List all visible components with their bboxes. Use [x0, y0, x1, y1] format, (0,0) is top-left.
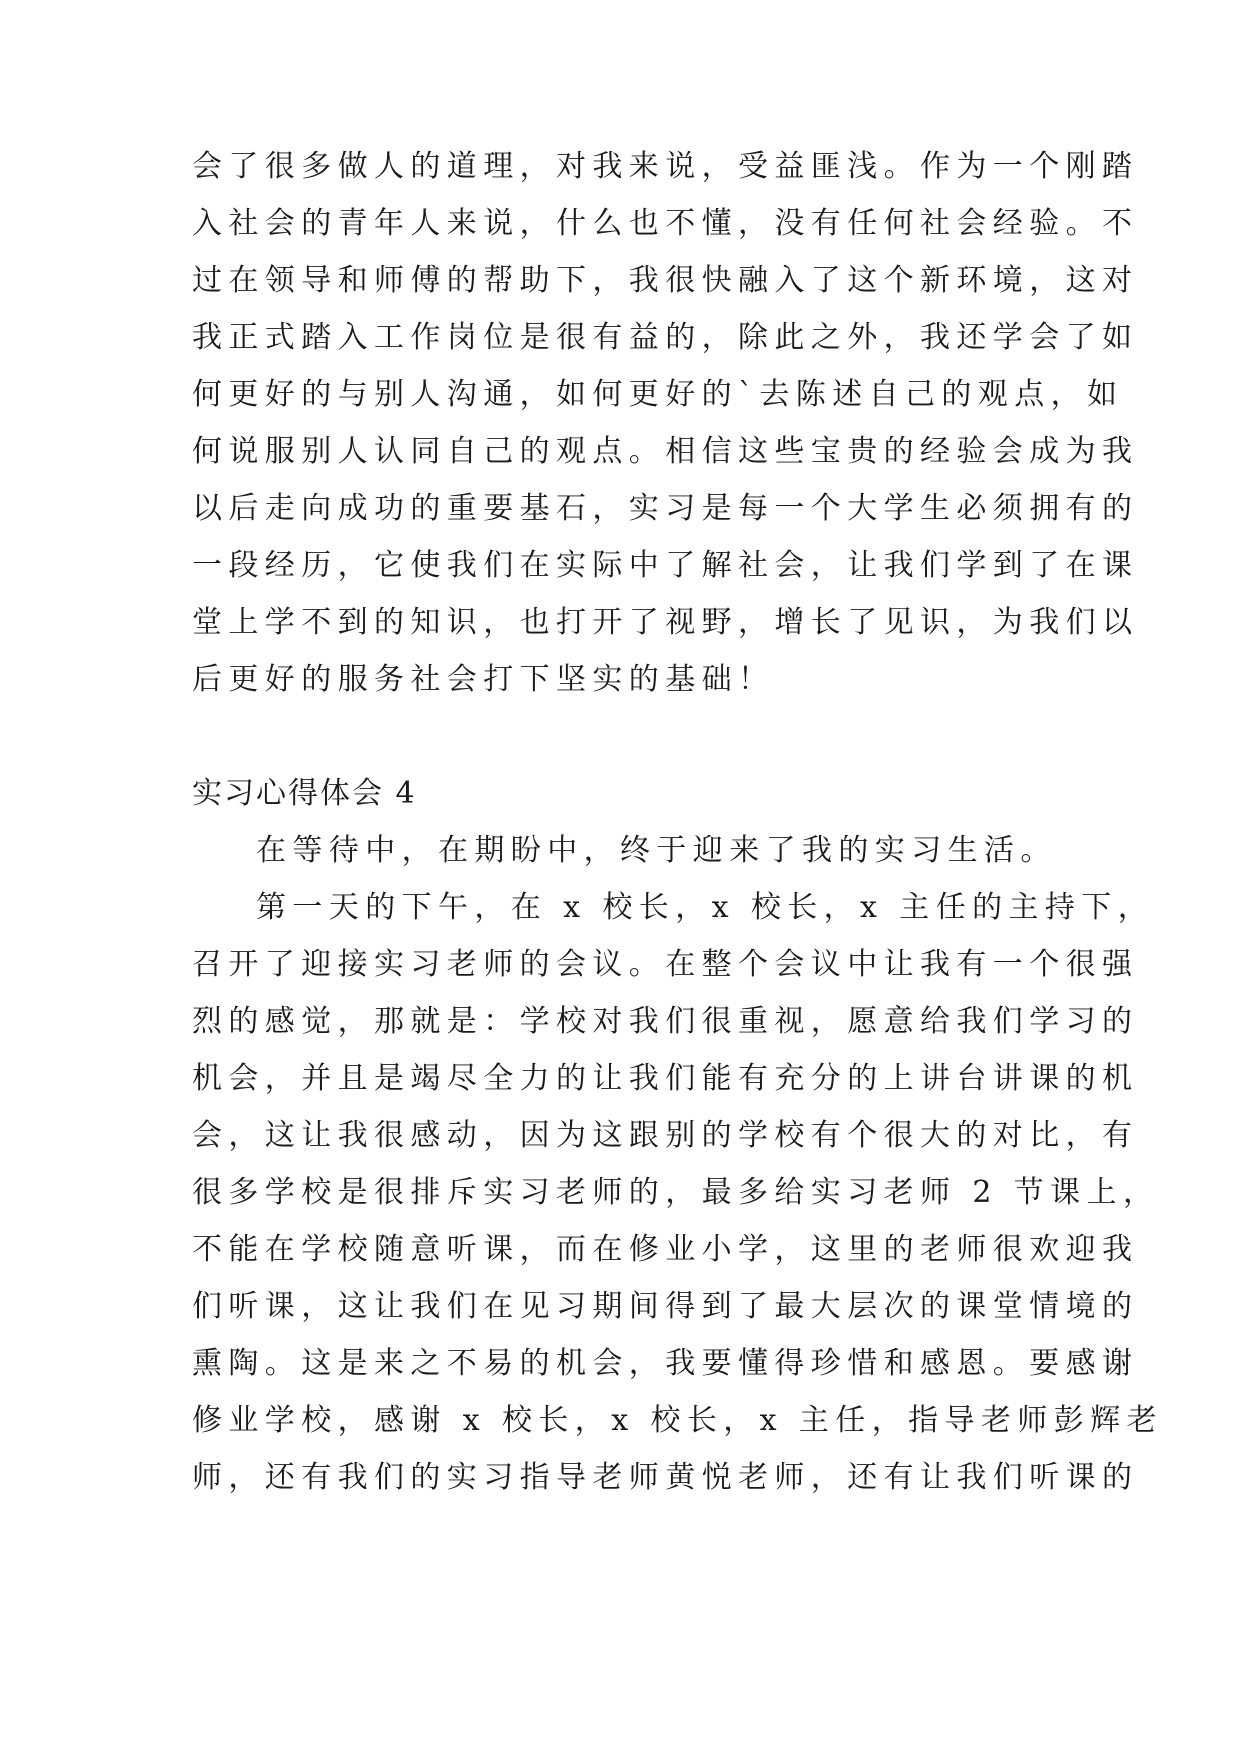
- paragraph-line: 们听课，这让我们在见习期间得到了最大层次的课堂情境的: [192, 1289, 1139, 1324]
- paragraph-line: 很多学校是很排斥实习老师的，最多给实习老师 2 节课上，: [192, 1175, 1160, 1210]
- paragraph-line: 会，这让我很感动，因为这跟别的学校有个很大的对比，有: [192, 1118, 1139, 1153]
- paragraph-line: 堂上学不到的知识，也打开了视野，增长了见识，为我们以: [192, 605, 1139, 640]
- section-heading: 实习心得体会 4: [192, 776, 417, 811]
- paragraph-line: 烈的感觉，那就是：学校对我们很重视，愿意给我们学习的: [192, 1004, 1139, 1039]
- paragraph-line: 何更好的与别人沟通，如何更好的`去陈述自己的观点，如: [192, 377, 1124, 412]
- paragraph-line: 以后走向成功的重要基石，实习是每一个大学生必须拥有的: [192, 491, 1139, 526]
- paragraph-line: 不能在学校随意听课，而在修业小学，这里的老师很欢迎我: [192, 1232, 1139, 1267]
- paragraph-line: 修业学校，感谢 x 校长，x 校长，x 主任，指导老师彭辉老: [192, 1403, 1163, 1438]
- paragraph-line: 师，还有我们的实习指导老师黄悦老师，还有让我们听课的: [192, 1460, 1139, 1495]
- paragraph-line: 我正式踏入工作岗位是很有益的，除此之外，我还学会了如: [192, 320, 1139, 355]
- paragraph-line: 入社会的青年人来说，什么也不懂，没有任何社会经验。不: [192, 206, 1139, 241]
- paragraph-line: 一段经历，它使我们在实际中了解社会，让我们学到了在课: [192, 548, 1139, 583]
- paragraph-line: 会了很多做人的道理，对我来说，受益匪浅。作为一个刚踏: [192, 149, 1139, 184]
- paragraph-line: 过在领导和师傅的帮助下，我很快融入了这个新环境，这对: [192, 263, 1139, 298]
- paragraph-line: 后更好的服务社会打下坚实的基础！: [192, 662, 775, 697]
- paragraph-line: 何说服别人认同自己的观点。相信这些宝贵的经验会成为我: [192, 434, 1139, 469]
- paragraph-line: 机会，并且是竭尽全力的让我们能有充分的上讲台讲课的机: [192, 1061, 1139, 1096]
- paragraph-line: 召开了迎接实习老师的会议。在整个会议中让我有一个很强: [192, 947, 1139, 982]
- paragraph-line: 第一天的下午，在 x 校长，x 校长，x 主任的主持下，: [256, 890, 1155, 925]
- paragraph-line: 熏陶。这是来之不易的机会，我要懂得珍惜和感恩。要感谢: [192, 1346, 1139, 1381]
- paragraph-line: 在等待中，在期盼中，终于迎来了我的实习生活。: [256, 833, 1057, 868]
